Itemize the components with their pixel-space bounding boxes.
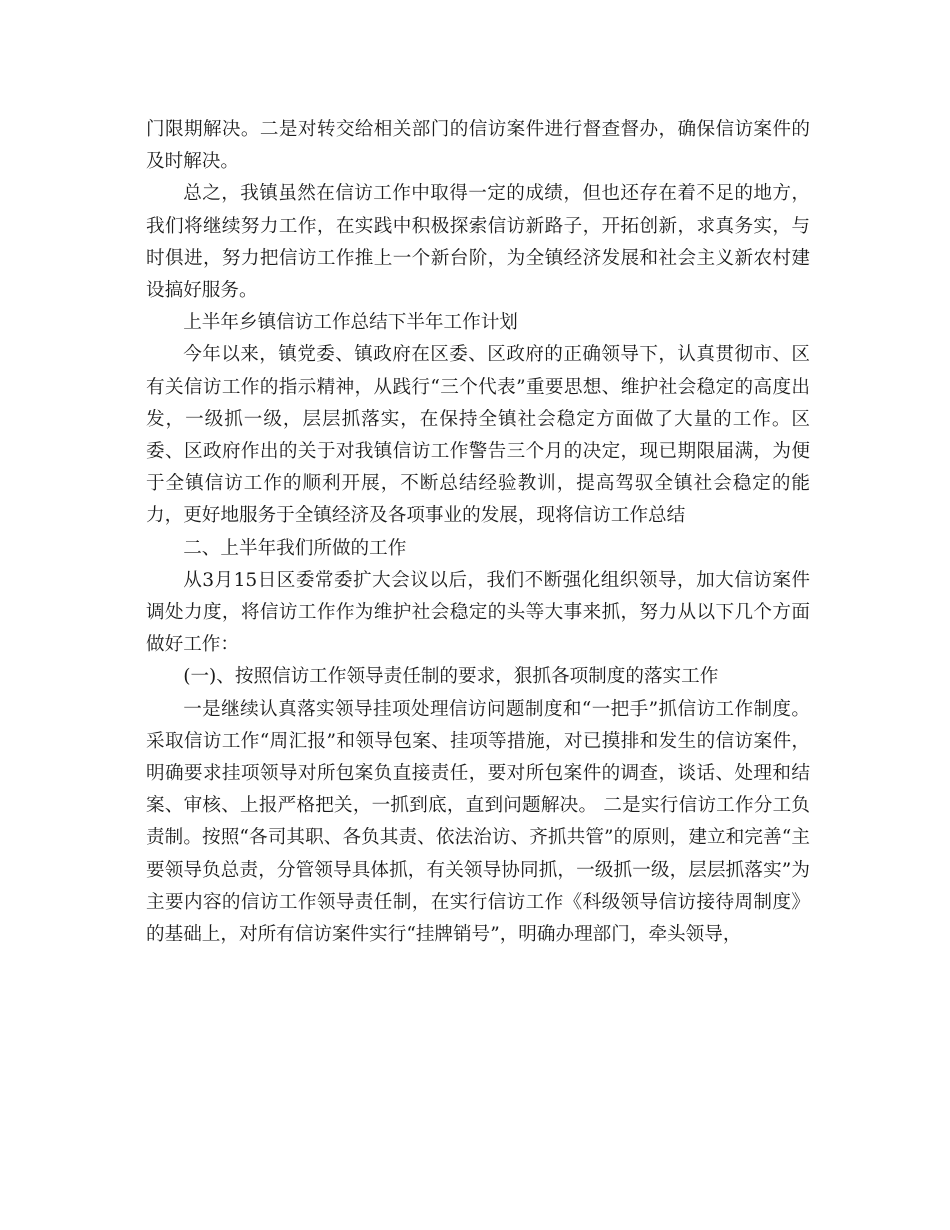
paragraph-intro: 今年以来，镇党委、镇政府在区委、区政府的正确领导下，认真贯彻市、区有关信访工作的指示精神，从践行“三个代表”重要思想、维护社会稳定的高度出发，一级抓一级，层层抓落实，在保持全镇社会稳定方面做了大量的工作。区委、区政府作出的关于对我镇信访工作警告三个月的决定，现已期限届满，为便于全镇信访工作的顺利开展，不断总结经验教训，提高驾驭全镇社会稳定的能力，更好地服务于全镇经济及各项事业的发展，现将信访工作总结: [146, 344, 810, 527]
section-heading-2: 二、上半年我们所做的工作: [183, 537, 407, 559]
document-body: [146, 114, 810, 951]
paragraph-responsibility-system: 一是继续认真落实领导挂项处理信访问题制度和“一把手”抓信访工作制度。采取信访工作“周汇报”和领导包案、挂项等措施，对已摸排和发生的信访案件，明确要求挂项领导对所包案负直接责任，要对所包案件的调查，谈话、处理和结案、审核、上报严格把关，一抓到底，直到问题解决。 二是实行信访工作分工负责制。按照“各司其职、各负其责、依法治访、齐抓共管”的原则，建立和完善“主要领导负总责，分管领导具体抓，有关领导协同抓，一级抓一级，层层抓落实”为主要内容的信访工作领导责任制，在实行信访工作《科级领导信访接待周制度》的基础上，对所有信访案件实行“挂牌销号”，明确办理部门，牵头领导，: [146, 698, 810, 946]
subsection-heading-1: (一)、按照信访工作领导责任制的要求，狠抓各项制度的落实工作: [183, 666, 719, 688]
section-title: 上半年乡镇信访工作总结下半年工作计划: [183, 312, 518, 334]
paragraph-work-overview: 从3月15日区委常委扩大会议以后，我们不断强化组织领导，加大信访案件调处力度，将信访工作作为维护社会稳定的头等大事来抓，努力从以下几个方面做好工作：: [146, 569, 810, 656]
paragraph-continuation: 门限期解决。二是对转交给相关部门的信访案件进行督查督办，确保信访案件的及时解决。: [146, 119, 810, 173]
paragraph-summary: 总之，我镇虽然在信访工作中取得一定的成绩，但也还存在着不足的地方，我们将继续努力工作，在实践中积极探索信访新路子，开拓创新，求真务实，与时俱进，努力把信访工作推上一个新台阶，为全镇经济发展和社会主义新农村建设搞好服务。: [146, 183, 810, 302]
